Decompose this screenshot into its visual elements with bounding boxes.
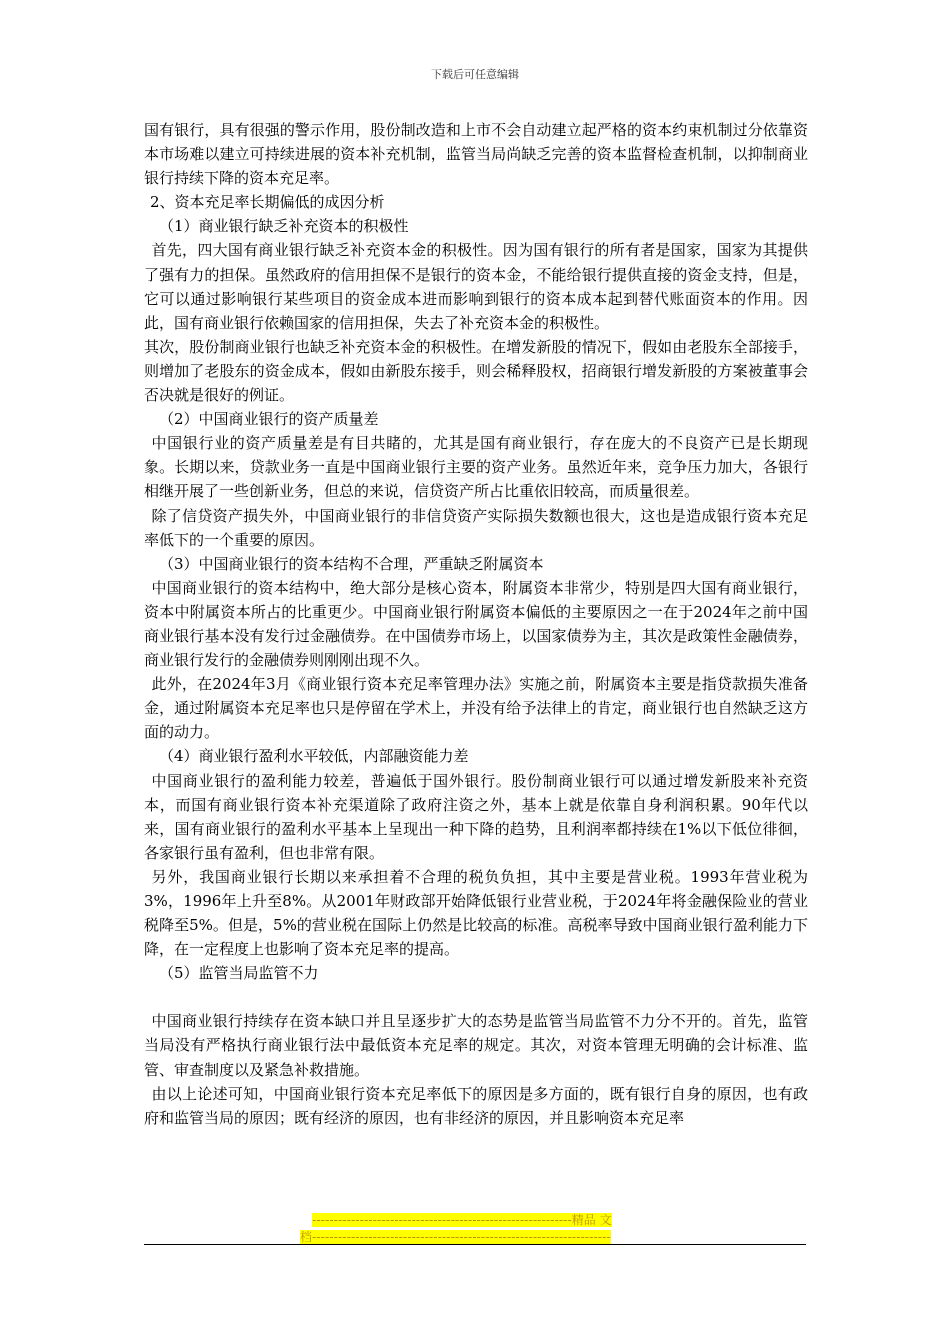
footer-watermark (300, 1212, 660, 1246)
subsection-heading: （5）监管当局监管不力 (159, 964, 319, 983)
footer-line-1: ------------------------------------------------------------精品 文 (312, 1213, 612, 1227)
section-heading: 2、资本充足率长期偏低的成因分析 (150, 193, 385, 212)
paragraph: 其次，股份制商业银行也缺乏补充资本金的积极性。在增发新股的情况下，假如由老股东全部接手，则增加了老股东的资金成本，假如由新股东接手，则会稀释股权，招商银行增发新股的方案被董事会否决就是很好的例证。 (144, 337, 808, 405)
paragraph: 首先，四大国有商业银行缺乏补充资本金的积极性。因为国有银行的所有者是国家，国家为其提供了强有力的担保。虽然政府的信用担保不是银行的资本金，不能给银行提供直接的资金支持，但是，它可以通过影响银行某些项目的资金成本进而影响到银行的资本成本起到替代账面资本的作用。因此，国有商业银行依赖国家的信用担保，失去了补充资本金的积极性。 (144, 241, 808, 332)
paragraph: 中国银行业的资产质量差是有目共睹的，尤其是国有商业银行，存在庞大的不良资产已是长期现象。长期以来，贷款业务一直是中国商业银行主要的资产业务。虽然近年来，竞争压力加大，各银行相继开展了一些创新业务，但总的来说，信贷资产所占比重依旧较高，而质量很差。 (144, 434, 808, 501)
paragraph: 此外，在2024年3月《商业银行资本充足率管理办法》实施之前，附属资本主要是指贷款损失准备金，通过附属资本充足率也只是停留在学术上，并没有给予法律上的肯定，商业银行也自然缺乏这方面的动力。 (144, 675, 808, 742)
subsection-heading: （4）商业银行盈利水平较低，内部融资能力差 (159, 747, 469, 766)
paragraph: 另外，我国商业银行长期以来承担着不合理的税负负担，其中主要是营业税。1993年营业税为3%，1996年上升至8%。从2001年财政部开始降低银行业营业税，于2024年将金融保险业的营业税降至5%。但是，5%的营业税在国际上仍然是比较高的标准。高税率导致中国商业银行盈利能力下降，在一定程度上也影响了资本充足率的提高。 (144, 867, 808, 959)
subsection-heading: （1）商业银行缺乏补充资本的积极性 (159, 217, 409, 236)
page-header: 下载后可任意编辑 (431, 68, 519, 81)
paragraph: 中国商业银行持续存在资本缺口并且呈逐步扩大的态势是监管当局监管不力分不开的。首先，监管当局没有严格执行商业银行法中最低资本充足率的规定。其次，对资本管理无明确的会计标准、监管、审查制度以及紧急补救措施。 (144, 1012, 808, 1079)
document-body (144, 118, 808, 1130)
subsection-heading: （3）中国商业银行的资本结构不合理，严重缺乏附属资本 (159, 554, 544, 573)
paragraph: 中国商业银行的资本结构中，绝大部分是核心资本，附属资本非常少，特别是四大国有商业银行，资本中附属资本所占的比重更少。中国商业银行附属资本偏低的主要原因之一在于2024年之前中国商业银行基本没有发行过金融债券。在中国债券市场上，以国家债券为主，其次是政策性金融债券，商业银行发行的金融债券则刚刚出现不久。 (144, 578, 808, 670)
footer-line-2: 档--------------------------------------------------------------------- (300, 1230, 611, 1244)
paragraph: 除了信贷资产损失外，中国商业银行的非信贷资产实际损失数额也很大，这也是造成银行资本充足率低下的一个重要的原因。 (144, 506, 808, 549)
paragraph: 中国商业银行的盈利能力较差，普遍低于国外银行。股份制商业银行可以通过增发新股来补充资本，而国有商业银行资本补充渠道除了政府注资之外，基本上就是依靠自身利润积累。90年代以来，国有商业银行的盈利水平基本上呈现出一种下降的趋势，且利润率都持续在1%以下低位徘徊，各家银行虽有盈利，但也非常有限。 (144, 771, 808, 862)
subsection-heading: （2）中国商业银行的资产质量差 (159, 410, 379, 429)
footer-line (300, 1212, 660, 1229)
footer-divider (144, 1244, 806, 1245)
paragraph: 由以上论述可知，中国商业银行资本充足率低下的原因是多方面的，既有银行自身的原因，也有政府和监管当局的原因；既有经济的原因，也有非经济的原因，并且影响资本充足率 (144, 1084, 808, 1127)
paragraph: 国有银行，具有很强的警示作用，股份制改造和上市不会自动建立起严格的资本约束机制过分依靠资本市场难以建立可持续进展的资本补充机制，监管当局尚缺乏完善的资本监督检查机制，以抑制商业银行持续下降的资本充足率。 (144, 121, 808, 188)
